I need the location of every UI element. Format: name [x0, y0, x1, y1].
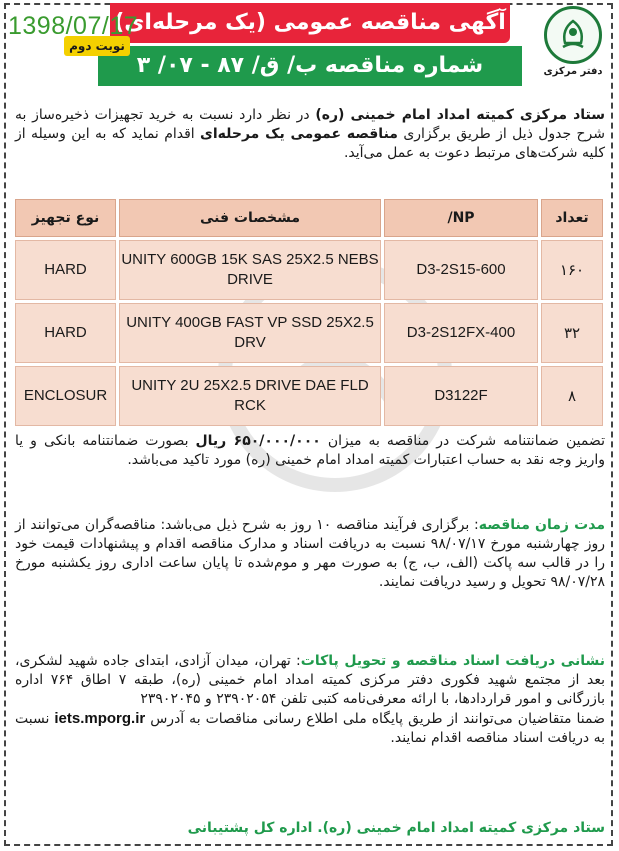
date-stamp: 1398/07/17	[8, 12, 139, 40]
portal-note-end: نسبت به دریافت اسناد مناقصه اقدام نمایند.	[15, 711, 605, 746]
cell-part-number: D3-2S12FX-400	[384, 303, 538, 363]
intro-text: در نظر دارد نسبت به خرید تجهیزات ذخیره‌ساز به شرح جدول ذیل از طریق برگزاری	[15, 107, 605, 142]
equipment-table	[12, 196, 606, 429]
tender-type: مناقصه عمومی یک مرحله‌ای	[200, 126, 398, 142]
address-heading: نشانی دریافت اسناد مناقصه و تحویل پاکات	[300, 653, 605, 669]
portal-link[interactable]: iets.mporg.ir	[54, 710, 146, 727]
address-paragraph	[15, 652, 605, 802]
cell-quantity: ۱۶۰	[541, 240, 603, 300]
guarantee-amount: ۶۵۰/۰۰۰/۰۰۰ ریال	[195, 433, 321, 449]
tender-number: شماره مناقصه ب/ ق/ ۸۷ - ۰۷/ ۳	[98, 46, 522, 86]
address-text: : تهران، میدان آزادی، ابتدای جاده شهید لشکری، بعد از مجتمع شهید فکوری دفتر مرکزی کمیته امداد امام خمینی (ره)، طبقه ۷ اطاق ۷۶۴ اداره بازرگانی و امور قراردادها، با ارائه معرفی‌نامه کتبی تلفن ۲۳۹۰۲۰۵۴ و ۲۳۹۰۲۰۴۵	[15, 653, 605, 707]
cell-type: HARD	[15, 303, 116, 363]
organization-name: ستاد مرکزی کمیته امداد امام خمینی (ره)	[315, 107, 605, 123]
column-header-spec: مشخصات فنی	[119, 199, 381, 237]
guarantee-text-end: بصورت ضمانتنامه بانکی و یا واریز وجه نقد به حساب اعتبارات کمیته امداد امام خمینی (ره) مورد تاکید می‌باشد.	[15, 433, 605, 468]
column-header-type: نوع تجهیز	[15, 199, 116, 237]
table-row	[15, 303, 603, 363]
table-row	[15, 366, 603, 426]
cell-type: HARD	[15, 240, 116, 300]
intro-paragraph	[15, 106, 605, 182]
logo-caption: دفتر مرکزی	[543, 66, 603, 77]
cell-spec: UNITY 600GB 15K SAS 25X2.5 NEBS DRIVE	[119, 240, 381, 300]
cell-quantity: ۳۲	[541, 303, 603, 363]
schedule-paragraph	[15, 516, 605, 646]
logo-emblem-icon	[544, 6, 602, 64]
schedule-text: : برگزاری فرآیند مناقصه ۱۰ روز به شرح ذیل می‌باشد: مناقصه‌گران می‌توانند از روز چهارشنبه مورخ ۹۸/۰۷/۱۷ نسبت به دریافت اسناد و مدارک مناقصه اقدام و پیشنهادات قیمت خود را در قالب سه پاکت (الف، ب، ج) به صورت مهر و موم‌شده تا پایان ساعت اداری روز یکشنبه مورخ ۹۸/۰۷/۲۸ تحویل و رسید دریافت نمایند.	[15, 517, 605, 590]
intro-text-end: اقدام نماید که به این وسیله از کلیه شرکت‌های مرتبط دعوت به عمل می‌آید.	[15, 126, 605, 161]
column-header-quantity: تعداد	[541, 199, 603, 237]
guarantee-text: تضمین ضمانتنامه شرکت در مناقصه به میزان	[320, 433, 605, 449]
cell-spec: UNITY 400GB FAST VP SSD 25X2.5 DRV	[119, 303, 381, 363]
organization-logo	[537, 6, 609, 88]
table-header-row	[15, 199, 603, 237]
guarantee-paragraph	[15, 432, 605, 510]
column-header-part-number: NP/	[384, 199, 538, 237]
cell-part-number: D3-2S15-600	[384, 240, 538, 300]
portal-note: ضمنا متقاضیان می‌توانند از طریق پایگاه ملی اطلاع رسانی مناقصات به آدرس	[145, 711, 606, 727]
round-badge: نوبت دوم	[64, 36, 130, 56]
cell-spec: UNITY 2U 25X2.5 DRIVE DAE FLD RCK	[119, 366, 381, 426]
cell-part-number: D3122F	[384, 366, 538, 426]
cell-type: ENCLOSUR	[15, 366, 116, 426]
table-row	[15, 240, 603, 300]
footer-signature: ستاد مرکزی کمیته امداد امام خمینی (ره). اداره کل پشتیبانی	[187, 820, 605, 836]
cell-quantity: ۸	[541, 366, 603, 426]
notice-title: آگهی مناقصه عمومی (یک مرحله‌ای)	[110, 3, 510, 43]
schedule-heading: مدت زمان مناقصه	[478, 517, 605, 533]
